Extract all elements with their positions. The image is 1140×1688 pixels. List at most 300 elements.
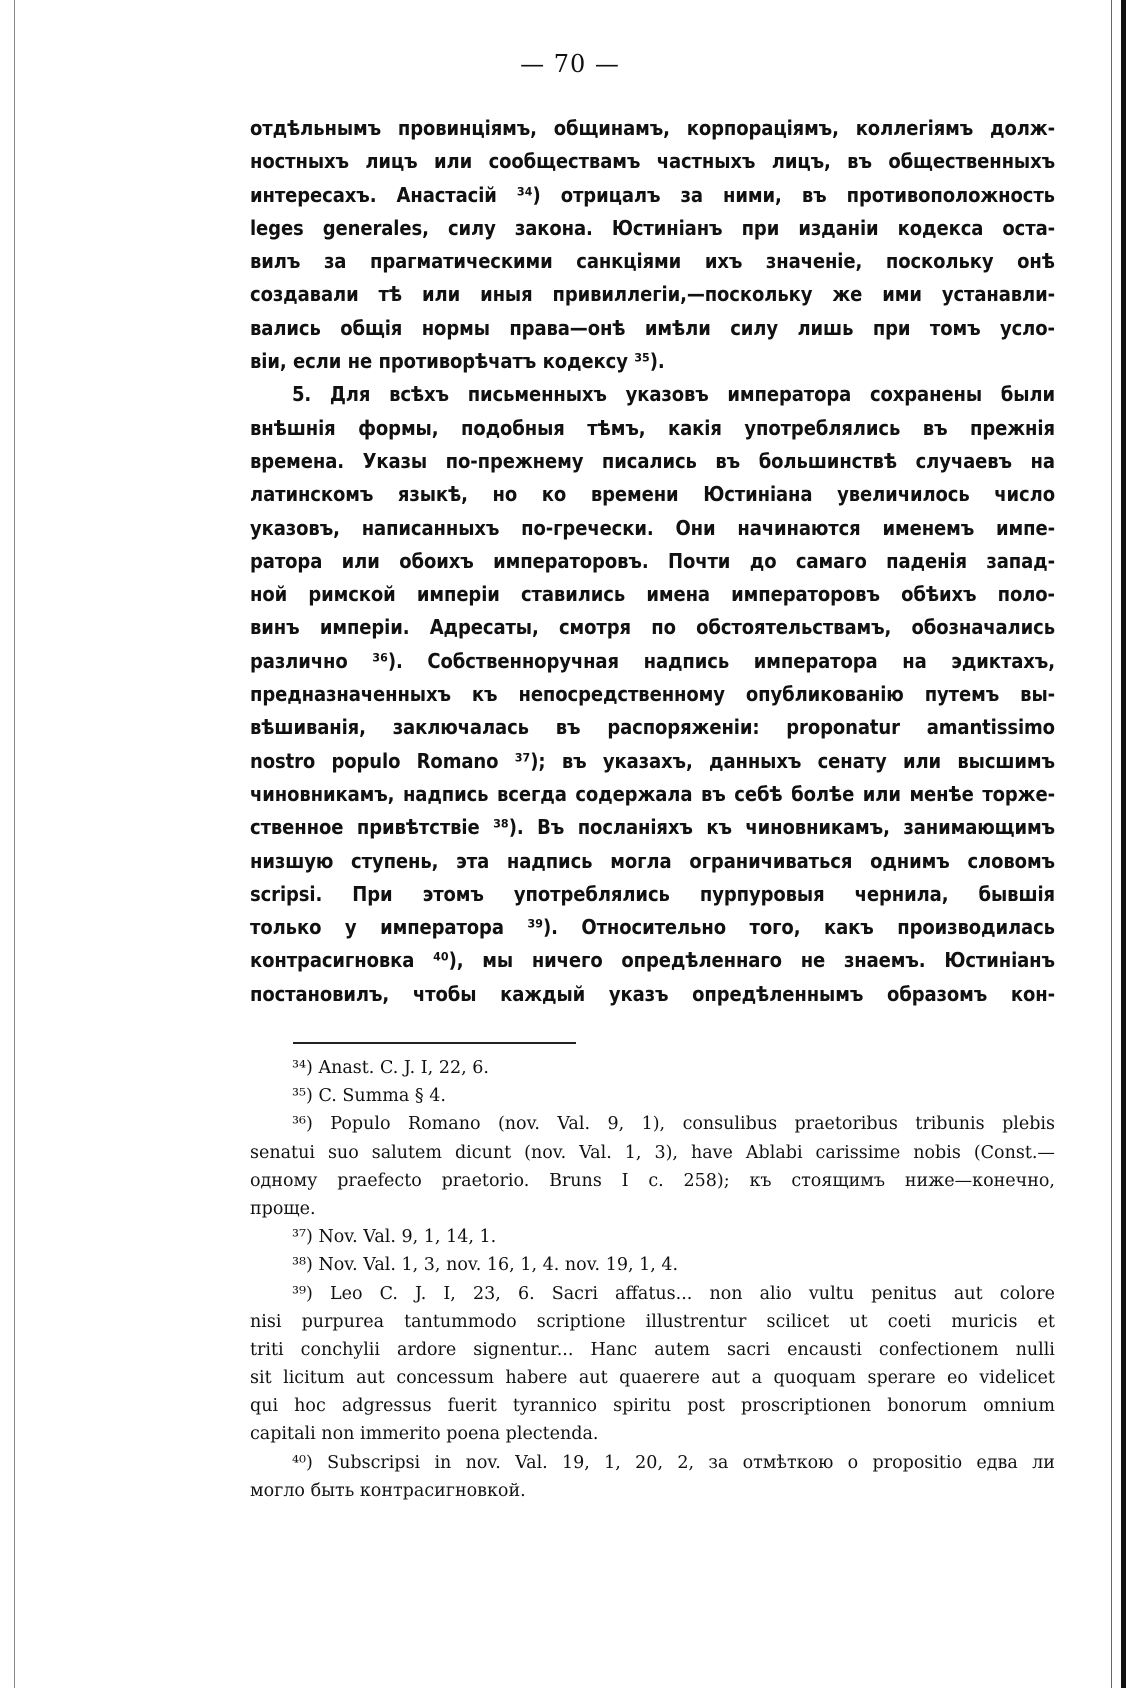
word: писались (601, 448, 697, 473)
word: имперіи. (319, 615, 410, 640)
word: ниже—конечно, (904, 1170, 1055, 1191)
word: ностныхъ (250, 149, 349, 174)
word: віи, (250, 349, 287, 374)
body-line (250, 811, 1055, 844)
word: 16, (486, 1255, 515, 1276)
word: I (621, 1170, 629, 1191)
word: in (434, 1452, 452, 1473)
word: signentur... (473, 1339, 574, 1360)
word: бывшія (978, 881, 1055, 906)
word: Val. (515, 1452, 548, 1473)
word: ³⁵). (634, 349, 665, 374)
word: 9, (401, 1227, 419, 1248)
body-line (250, 312, 1055, 345)
word: санкціями (576, 249, 682, 274)
word: sit (250, 1368, 272, 1389)
word: plectenda. (505, 1424, 599, 1445)
word: всегда (497, 781, 567, 806)
word: ничего (531, 948, 603, 973)
word: ступень, (351, 848, 439, 873)
word: или (341, 548, 380, 573)
word: въ (847, 149, 872, 174)
word: винъ (250, 615, 300, 640)
word: (Const.— (973, 1142, 1055, 1163)
word: § (414, 1086, 424, 1107)
word: Для (329, 382, 371, 407)
word: ⁴⁰), (433, 948, 464, 973)
word: самаго (795, 548, 867, 573)
word: 1, (401, 1255, 419, 1276)
word: содержала (575, 781, 693, 806)
word: et (1037, 1311, 1055, 1332)
word: с. (648, 1170, 664, 1191)
footnote-line (250, 1449, 1055, 1477)
word: a (751, 1368, 762, 1389)
word: при (872, 315, 911, 340)
word: Адресаты, (429, 615, 539, 640)
word: tyrannico (512, 1396, 598, 1417)
word: указовъ (625, 382, 709, 407)
word: 4. (661, 1255, 679, 1276)
body-line (250, 179, 1055, 212)
word: эдиктахъ, (951, 648, 1055, 673)
word: nov. (465, 1452, 501, 1473)
word: Собственноручная (427, 648, 619, 673)
word: знаемъ. (843, 948, 926, 973)
word: если (292, 349, 342, 374)
word: non (709, 1283, 743, 1304)
word: alio (759, 1283, 792, 1304)
body-line (250, 678, 1055, 711)
word: J. (415, 1283, 427, 1304)
word: же (832, 282, 863, 307)
word: однимъ (870, 848, 950, 873)
word: videlicet (979, 1368, 1055, 1389)
word: значеніе, (765, 249, 863, 274)
word: долж- (990, 116, 1055, 140)
word: времени (590, 482, 679, 507)
body-line (250, 778, 1055, 811)
word: общія (340, 315, 403, 340)
word: запад- (986, 548, 1055, 573)
body-line (250, 944, 1055, 977)
word: 1, (639, 1255, 656, 1276)
word: bonorum (887, 1396, 967, 1417)
footnote-line (250, 1420, 1055, 1448)
footnote-line (250, 1167, 1055, 1195)
word: ли (1032, 1452, 1055, 1473)
word: Romano (407, 1114, 481, 1135)
word: нормы (421, 315, 490, 340)
word: nov. (564, 1255, 601, 1276)
word: не (800, 948, 826, 973)
word: стоящимъ (791, 1170, 886, 1191)
word: себѣ (734, 781, 783, 806)
word: болѣе (791, 781, 855, 806)
word: опубликованію (745, 682, 904, 707)
word: одному (250, 1170, 318, 1191)
word: sperare (867, 1368, 936, 1389)
word: времена. (250, 448, 344, 473)
word: ³⁴) (292, 1058, 313, 1078)
word: интересахъ. (250, 182, 377, 207)
word: мы (482, 948, 514, 973)
footnote-line (250, 1392, 1055, 1420)
word: aut (711, 1368, 741, 1389)
word: чиновникамъ, (250, 781, 395, 806)
word: ставились (520, 582, 626, 607)
footnote-line (250, 1110, 1055, 1138)
word: словомъ (967, 848, 1055, 873)
word: Анастасій (396, 182, 497, 207)
footnote-line (250, 1308, 1055, 1336)
word: были (1000, 382, 1055, 407)
word: эта (456, 848, 490, 873)
word: dicunt (454, 1142, 512, 1163)
footnote-separator (293, 1042, 576, 1044)
word: 4. (542, 1255, 560, 1276)
word: къ (471, 682, 498, 707)
word: quoquam (773, 1368, 856, 1389)
word: лицъ, (771, 149, 831, 174)
word: провинціямъ, (397, 116, 537, 140)
word: надпись (506, 848, 593, 873)
word: Val. (363, 1227, 396, 1248)
word: латинскомъ (250, 482, 374, 507)
word: Val. (363, 1255, 396, 1276)
word: 1, (604, 1452, 621, 1473)
word: habere (505, 1368, 568, 1389)
word: чтобы (412, 981, 477, 1006)
word: подобныя (461, 415, 565, 440)
word: ихъ (704, 249, 743, 274)
word: указовъ, (250, 515, 340, 540)
word: vultu (808, 1283, 854, 1304)
word: confectionem (878, 1339, 999, 1360)
word: salutem (371, 1142, 442, 1163)
word: penitus (871, 1283, 937, 1304)
footnote-line (250, 1280, 1055, 1308)
word: пурпуровыя (699, 881, 825, 906)
word: 19, (562, 1452, 590, 1473)
word: кодексу (542, 349, 628, 374)
word: римской (308, 582, 396, 607)
word: въ (561, 748, 587, 773)
word: nisi (250, 1311, 282, 1332)
word: Summa (342, 1086, 410, 1107)
word: 3, (423, 1255, 441, 1276)
word: qui (250, 1396, 279, 1417)
word: за (680, 182, 703, 207)
word: ³⁴) (516, 182, 541, 207)
word: Sacri (551, 1283, 598, 1304)
body-line (250, 445, 1055, 478)
word: того, (749, 915, 801, 940)
word: противоположность (846, 182, 1055, 207)
word: прагматическими (370, 249, 553, 274)
word: по (651, 615, 676, 640)
word: 9, (607, 1114, 625, 1135)
word: привѣтствіе (356, 815, 480, 840)
word: proponatur (786, 715, 900, 740)
word: eo (947, 1368, 968, 1389)
word: при (741, 215, 780, 240)
word: могла (610, 848, 672, 873)
word: каждый (500, 981, 586, 1006)
word: тѣмъ, (587, 415, 646, 440)
footnote-line (250, 1477, 1055, 1505)
word: I, (420, 1058, 434, 1078)
word: противорѣчатъ (378, 349, 537, 374)
word: этомъ (422, 881, 484, 906)
word: Nov. (318, 1255, 358, 1276)
word: большинствѣ (758, 448, 897, 473)
word: иныя (480, 282, 533, 307)
word: непосредственному (518, 682, 725, 707)
footnote-line (250, 1336, 1055, 1364)
word: Въ (537, 815, 565, 840)
word: adgressus (341, 1396, 432, 1417)
word: ³⁶) (292, 1114, 313, 1135)
word: Anast. (318, 1058, 375, 1078)
body-line (250, 645, 1055, 678)
word: nov. (446, 1255, 482, 1276)
word: различно (250, 648, 348, 673)
word: 23, (472, 1283, 501, 1304)
word: усло- (999, 315, 1055, 340)
word: consulibus (682, 1114, 778, 1135)
word: 6. (517, 1283, 535, 1304)
word: силу (447, 215, 496, 240)
word: generales, (322, 215, 429, 240)
word: licitum (283, 1368, 345, 1389)
word: aut (356, 1368, 385, 1389)
word: едва (976, 1452, 1018, 1473)
word: Val. (579, 1142, 612, 1163)
word: Bruns (549, 1170, 602, 1191)
word: 6. (472, 1058, 489, 1078)
word: менѣе (909, 781, 974, 806)
word: образомъ (886, 981, 988, 1006)
word: proscriptionen (741, 1396, 872, 1417)
word: (nov. (524, 1142, 567, 1163)
word: have (690, 1142, 733, 1163)
word: вы- (1020, 682, 1055, 707)
word: силу (730, 315, 779, 340)
word: illustrentur (645, 1311, 747, 1332)
word: языкѣ, (397, 482, 468, 507)
word: обозначались (911, 615, 1055, 640)
word: C. (318, 1086, 337, 1107)
word: какъ (823, 915, 874, 940)
word: ратора (250, 548, 323, 573)
word: Populo (330, 1114, 391, 1135)
word: данныхъ (709, 748, 802, 773)
word: чернила, (854, 881, 949, 906)
footnote-line (250, 1054, 1055, 1082)
word: въ (922, 415, 948, 440)
word: посланіяхъ (577, 815, 693, 840)
word: могло (250, 1480, 305, 1501)
word: ной (250, 582, 288, 607)
word: контрасигновкой. (359, 1480, 526, 1501)
word: Указы (362, 448, 428, 473)
word: carissime (815, 1142, 901, 1163)
word: оста- (1002, 215, 1055, 240)
word: I, (443, 1283, 456, 1304)
word: muricis (951, 1311, 1018, 1332)
word: poena (446, 1424, 501, 1445)
word: коллегіямъ (855, 116, 974, 140)
word: императоровъ (731, 582, 880, 607)
word: ardore (397, 1339, 457, 1360)
word: въ (715, 448, 741, 473)
body-line (250, 145, 1055, 178)
word: только (250, 915, 322, 940)
word: по-гречески. (521, 515, 654, 540)
word: лишь (797, 315, 854, 340)
word: въ (801, 182, 827, 207)
word: написанныхъ (361, 515, 500, 540)
word: какія (668, 415, 722, 440)
word: ограничиваться (689, 848, 853, 873)
word: формы, (358, 415, 439, 440)
word: ³⁸) (292, 1255, 313, 1276)
word: путемъ (924, 682, 1000, 707)
word: scripsi. (250, 881, 323, 906)
body-line (250, 545, 1055, 578)
word: закона. (514, 215, 593, 240)
footnote-line (250, 1195, 1055, 1223)
word: Nov. (318, 1227, 358, 1248)
word: распоряженіи: (607, 715, 760, 740)
word: импе- (996, 515, 1055, 540)
word: къ (706, 815, 732, 840)
body-line (250, 711, 1055, 744)
word: быть (310, 1480, 355, 1501)
word: ³⁹). (527, 915, 558, 940)
body-line (250, 578, 1055, 611)
word: на (1030, 448, 1055, 473)
word: Hanc (590, 1339, 638, 1360)
word: plebis (1002, 1114, 1055, 1135)
word: паденія (886, 548, 967, 573)
word: senatui (250, 1142, 315, 1163)
word: Почти (668, 548, 731, 573)
word: post (687, 1396, 725, 1417)
footnote-line (250, 1364, 1055, 1392)
body-line (250, 278, 1055, 311)
word: praetorio. (441, 1170, 530, 1191)
word: ко (541, 482, 567, 507)
word: При (352, 881, 393, 906)
word: обстоятельствамъ, (696, 615, 892, 640)
word: по-прежнему (445, 448, 584, 473)
word: praefecto (337, 1170, 422, 1191)
word: 1, (520, 1255, 538, 1276)
word: привиллегіи,—поскольку (552, 282, 813, 307)
word: ³⁵) (292, 1086, 313, 1107)
word: immerito (359, 1424, 441, 1445)
word: 22, (438, 1058, 467, 1078)
word: amantissimo (926, 715, 1055, 740)
word: или (902, 748, 942, 773)
word: concessum (396, 1368, 494, 1389)
word: suo (327, 1142, 359, 1163)
word: 19, (605, 1255, 634, 1276)
word: общественныхъ (888, 149, 1055, 174)
word: корпораціямъ, (686, 116, 839, 140)
word: Относительно (581, 915, 726, 940)
word: имперіи (416, 582, 500, 607)
word: указъ (608, 981, 669, 1006)
page-number: — 70 — (520, 50, 620, 78)
body-line (250, 378, 1055, 411)
word: о (847, 1452, 859, 1473)
word: занимающимъ (903, 815, 1055, 840)
word: у (344, 915, 357, 940)
body-line (250, 478, 1055, 511)
word: вилъ (250, 249, 301, 274)
word: 20, (635, 1452, 664, 1473)
word: leges (250, 215, 304, 240)
word: императоровъ. (493, 548, 649, 573)
word: ними, (723, 182, 782, 207)
main-text (250, 112, 1055, 1011)
word: кон- (1010, 981, 1055, 1006)
word: кодекса (897, 215, 984, 240)
word: не (347, 349, 373, 374)
word: C. (379, 1058, 399, 1078)
word: императора (727, 382, 852, 407)
word: Romano (416, 748, 499, 773)
word: ⁴⁰) (292, 1452, 313, 1473)
word: (nov. (497, 1114, 540, 1135)
word: 1, (624, 1142, 642, 1163)
word: чиновникамъ, (745, 815, 890, 840)
word: надпись (402, 781, 489, 806)
word: внѣшнія (250, 415, 336, 440)
scan-edge-right-thin (1111, 0, 1112, 1688)
body-line (250, 245, 1055, 278)
word: указахъ, (602, 748, 693, 773)
word: лицъ (365, 149, 418, 174)
word: частныхъ (656, 149, 756, 174)
word: заключалась (392, 715, 529, 740)
scan-edge-left (14, 0, 15, 1688)
word: 5. (292, 382, 312, 407)
word: hoc (294, 1396, 326, 1417)
word: aut (578, 1368, 608, 1389)
word: spiritu (613, 1396, 672, 1417)
word: или (434, 149, 473, 174)
word: nobis (913, 1142, 961, 1163)
word: Юстиніанъ (944, 948, 1055, 973)
word: nulli (1015, 1339, 1055, 1360)
word: контрасигновка (250, 948, 415, 973)
word: conchylii (300, 1339, 380, 1360)
word: 14, (446, 1227, 474, 1248)
word: Subscripsi (327, 1452, 421, 1473)
word: или (422, 282, 461, 307)
body-line (250, 745, 1055, 778)
word: прежнія (970, 415, 1055, 440)
word: scilicet (766, 1311, 830, 1332)
word: письменныхъ (467, 382, 607, 407)
word: производилась (897, 915, 1055, 940)
footnotes (250, 1054, 1055, 1505)
word: fuerit (447, 1396, 497, 1417)
